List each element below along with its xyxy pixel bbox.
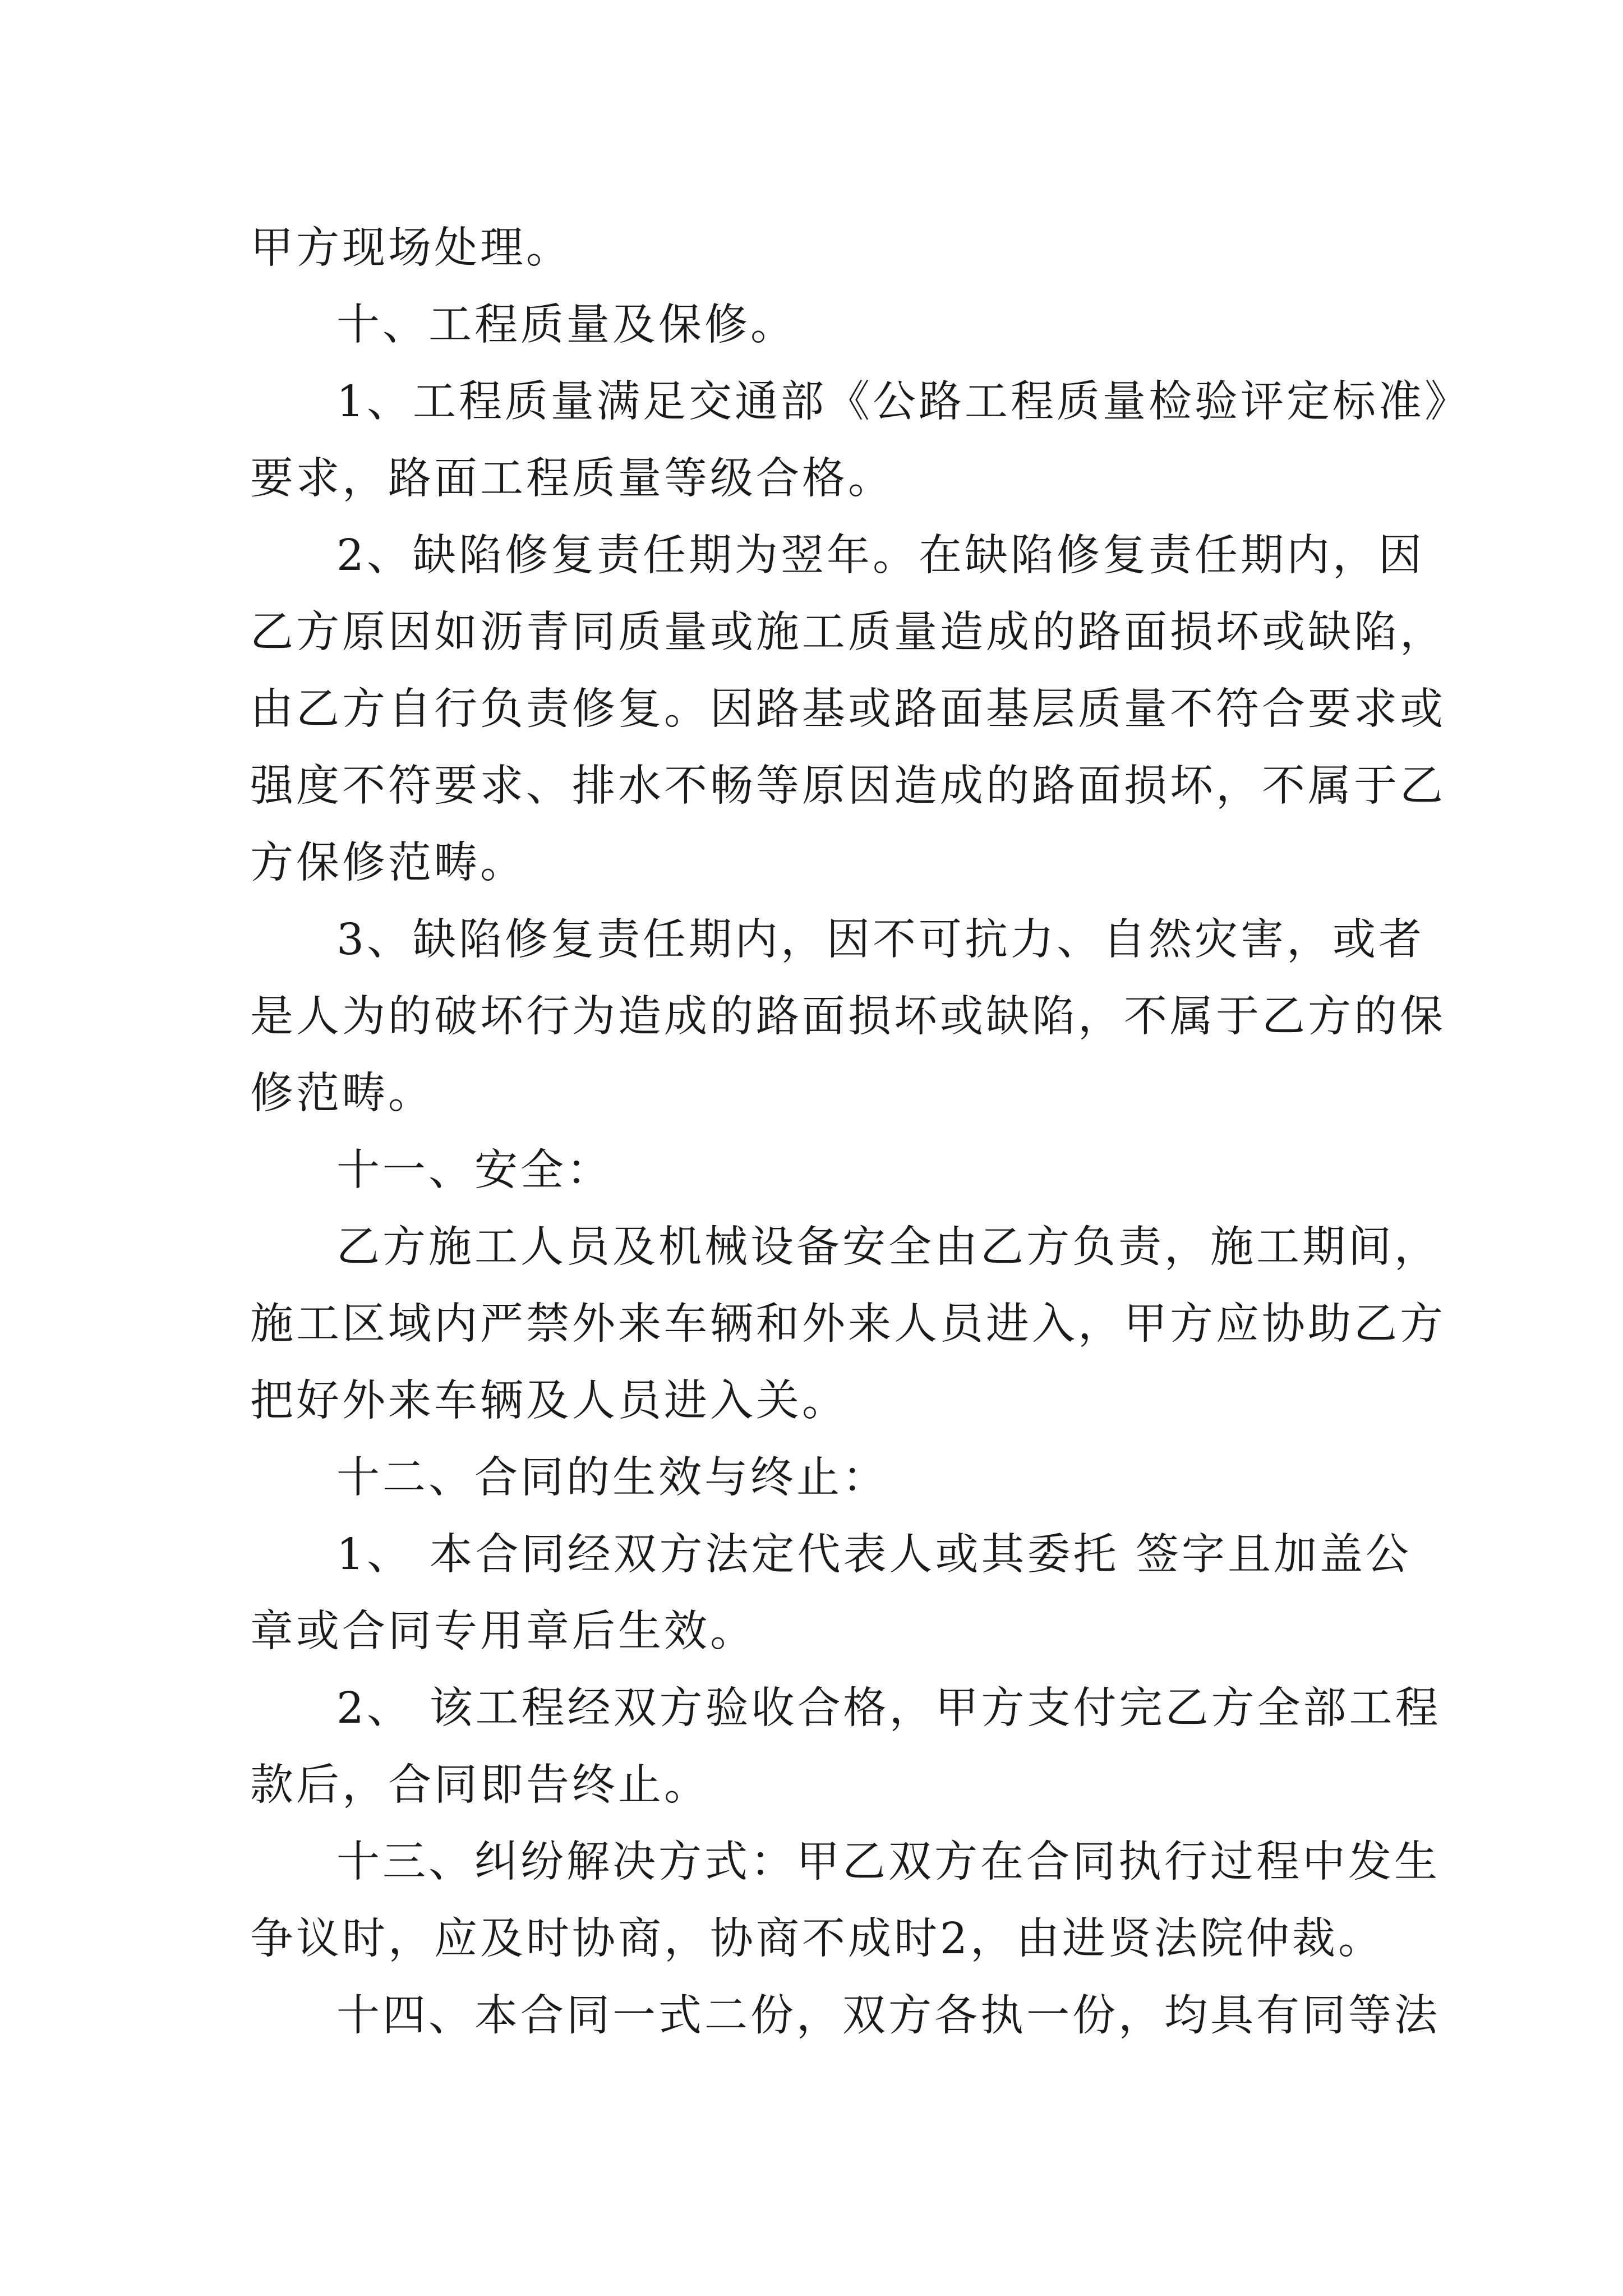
text-line: 3、缺陷修复责任期内，因不可抗力、自然灾害，或者 [336, 915, 1424, 965]
text-line: 修范畴。 [250, 1069, 434, 1119]
text-line: 十三、纠纷解决方式：甲乙双方在合同执行过程中发生 [336, 1837, 1440, 1887]
text-line: 章或合同专用章后生效。 [250, 1607, 756, 1657]
text-line: 把好外来车辆及人员进入关。 [250, 1376, 848, 1426]
section-heading: 十、工程质量及保修。 [336, 300, 796, 350]
contract-body-text [250, 210, 1470, 2054]
text-line: 2、 该工程经双方验收合格，甲方支付完乙方全部工程 [336, 1683, 1441, 1733]
text-line: 1、 本合同经双方法定代表人或其委托 签字且加盖公 [336, 1530, 1412, 1580]
text-line: 是人为的破坏行为造成的路面损坏或缺陷，不属于乙方的保 [250, 992, 1446, 1042]
text-line: 款后，合同即告终止。 [250, 1760, 710, 1810]
section-heading: 十二、合同的生效与终止： [336, 1453, 888, 1503]
text-line: 要求，路面工程质量等级合格。 [250, 454, 894, 504]
text-line: 由乙方自行负责修复。因路基或路面基层质量不符合要求或 [250, 684, 1446, 734]
text-line: 乙方施工人员及机械设备安全由乙方负责，施工期间， [336, 1222, 1440, 1272]
text-line: 争议时，应及时协商，协商不成时2，由进贤法院仲裁。 [250, 1914, 1384, 1964]
text-line: 施工区域内严禁外来车辆和外来人员进入，甲方应协助乙方 [250, 1299, 1446, 1349]
section-heading: 十一、安全： [336, 1145, 612, 1195]
text-line: 强度不符要求、排水不畅等原因造成的路面损坏，不属于乙 [250, 761, 1446, 811]
text-line: 乙方原因如沥青同质量或施工质量造成的路面损坏或缺陷， [250, 608, 1446, 657]
text-line: 甲方现场处理。 [250, 223, 572, 273]
text-line: 2、缺陷修复责任期为翌年。在缺陷修复责任期内，因 [336, 531, 1424, 581]
text-line: 十四、本合同一式二份，双方各执一份，均具有同等法 [336, 1991, 1440, 2041]
text-line: 方保修范畴。 [250, 838, 526, 888]
text-line: 1、工程质量满足交通部《公路工程质量检验评定标准》 [336, 377, 1470, 427]
